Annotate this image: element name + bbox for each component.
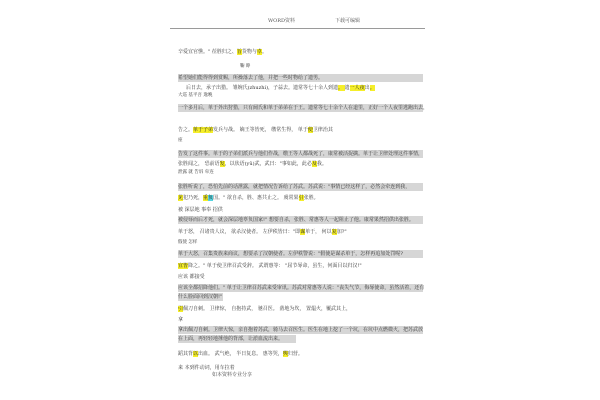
text-segment: 单于， 何以 [305, 229, 332, 235]
text-line [178, 228, 347, 236]
text-segment: 我。 [316, 161, 327, 167]
gloss-line [240, 64, 250, 70]
text-segment: 什么脸面回到汉朝!" [178, 294, 223, 300]
translation-line [178, 284, 423, 292]
translation-line [178, 104, 429, 112]
text-segment: 加?" [336, 229, 347, 235]
text-segment: 卫律治其 [312, 127, 333, 133]
text-segment: 来 本到件动词，用车拉着 [178, 365, 235, 371]
gloss-line [178, 138, 183, 144]
text-line [178, 305, 351, 313]
highlighted-term: 谋 [300, 229, 306, 235]
text-segment: 泄露 就 告诉 牵连 [178, 170, 214, 175]
highlighted-term: 重 [203, 195, 209, 201]
translation-line [178, 335, 296, 343]
highlighted-term: 使 [307, 127, 313, 133]
page-footer: 如本资料专业分享 [212, 372, 253, 378]
highlighted-term: 单于子弟 [193, 127, 214, 133]
text-segment: 降之。" 单于使卫律召武受辞。 武谓惠等： "屈节辱命，虽生，何面目以归汉!" [188, 263, 362, 269]
text-segment: 货物与 [241, 49, 257, 55]
translation-line [178, 216, 423, 224]
gloss-line [178, 240, 197, 246]
highlighted-term: 及 [311, 161, 317, 167]
text-segment: 辛爱宜官憔。" 莅胜归之、 [178, 49, 237, 55]
header-left: WORD资料 [268, 18, 296, 24]
highlighted-term: 宜 [178, 263, 184, 269]
highlighted-term: 。 [338, 85, 345, 91]
translation-line [178, 74, 423, 82]
page-header [170, 18, 425, 29]
text-segment: 单于大怒，召集贵族来商议，想要杀了汉朝使者。左伊秩警说："假使是谋杀单于，怎样再追加处罚呢? [178, 251, 403, 257]
translation-line [178, 293, 223, 301]
text-segment: 嫡王等皆死， 缴常生得， 单于 [238, 127, 308, 133]
translation-line [178, 150, 423, 158]
text-line [178, 48, 267, 56]
text-segment: 出 [364, 85, 370, 91]
text-segment: 发兵与战。 [213, 127, 239, 133]
text-segment: 犯乃死， [183, 195, 204, 201]
highlighted-term: 引 [298, 195, 304, 201]
text-segment: 张胜闻之， 恐前语 [178, 161, 220, 167]
highlighted-term: 一人夜 [349, 85, 365, 91]
text-line [186, 84, 375, 92]
text-segment: 鞠 睁 [240, 64, 251, 69]
text-segment: 拿 [178, 317, 184, 323]
text-line [178, 126, 333, 134]
highlighted-term: 发 [219, 161, 225, 167]
text-segment: 。 [261, 49, 267, 55]
text-segment: 归营。 [287, 351, 303, 357]
text-line [178, 316, 183, 324]
text-line [178, 160, 327, 168]
text-segment: 一个多月后，单于外出狩猎，只有阏氏和单于弟弟在于王。遗常等七十余个人在道里，正好一个人夜里逃跑出去， [178, 105, 429, 111]
text-segment: 告发了这件事。单于的子弟们派兵与他们作战，缴王等人都战死了，康常被活捉擒。单于让卫律处理这件事情， [178, 151, 424, 157]
text-segment: 后日去，承子出猎。 雏婉氏(zhuzhi)，子蒜去。遗常等七十余人到 [186, 85, 334, 91]
header-right: 下载可编辑 [335, 18, 361, 24]
text-segment: 座 [178, 138, 183, 143]
text-segment: 单于怒， 召诸贵人议， 欲杀汉使者。 左伊秩皆曰："即 [178, 229, 301, 235]
text-line [178, 206, 223, 214]
translation-line [178, 250, 423, 258]
text-segment: ，以状语(yǔ)武，武曰："事如此，此必 [224, 161, 312, 167]
text-segment: 张胜。 [303, 195, 319, 201]
highlighted-term: 引 [178, 306, 184, 312]
text-segment: 被侵辱而后才死，就会深层地辜负国家!" 想要自杀，张胜、常惠等人一起阻止了他。康常果然招供出张胜。 [178, 217, 414, 223]
gloss-line [178, 93, 212, 99]
text-segment: 遗 [344, 85, 350, 91]
translation-line [178, 183, 423, 191]
highlighted-term: 见 [178, 195, 184, 201]
text-line [178, 364, 235, 372]
text-segment: 应该 都接受 [178, 274, 205, 280]
text-segment: 蹈其背 [178, 351, 194, 357]
text-segment: 国。" 欲自杀，胜、惠共止之。 虞常果 [213, 195, 299, 201]
text-line [178, 350, 303, 358]
translation-line [178, 326, 423, 334]
text-line [178, 273, 205, 281]
text-segment: 希望她们能得得到赏赐，所操落去了他，并把一些时物给了遗男。 [178, 75, 324, 81]
text-segment: 佩刀自刺。 卫律惊， 自抱持武， 驰召医。 凿地为坎， 置煴火，覆武其上， [183, 306, 351, 312]
highlighted-term: 卓 [256, 49, 262, 55]
text-segment: 告之。 [178, 127, 194, 133]
text-segment: 张胜听说了，恐怕先前的话泄露，就把情况告诉给了苏武。苏武说："事情已经这样了，必然会牵连到我， [178, 184, 411, 190]
highlighted-term: 舆 [282, 351, 288, 357]
highlighted-term: 负 [208, 195, 214, 201]
gloss-line [178, 170, 214, 176]
highlighted-term: 。 [369, 85, 375, 91]
text-segment: 被 深层地 事奉 招供 [178, 207, 223, 213]
highlighted-term: 复 [331, 229, 337, 235]
text-segment: 在上面，再轻轻地捶他的背部，让淤血流出来。 [178, 336, 284, 342]
text-segment: 应该全都招降他们。" 单于让卫律召苏武来受审讯。苏武对常惠等人说："丧失气节，侮辱使命，虽然活着，还有 [178, 285, 425, 291]
highlighted-term: 以 [193, 351, 199, 357]
highlighted-term: 旨 [236, 49, 242, 55]
text-segment: 遗 [333, 85, 339, 91]
text-segment: 出血。 武气绝， 半日复息。 惠等哭， [198, 351, 283, 357]
text-line [178, 194, 319, 202]
text-segment: 拿出佩刀自刺。卫律大惊，亲自抱着苏武，骑马去召医生。医生在地上挖了一个坑，在坑中点燃微火，把苏武放 [178, 327, 424, 333]
text-line [178, 262, 362, 270]
highlighted-term: 皆 [183, 263, 189, 269]
text-segment: 假使 怎样 [178, 240, 198, 245]
text-segment: 大巡 基平吾 逸晚 [178, 93, 213, 98]
